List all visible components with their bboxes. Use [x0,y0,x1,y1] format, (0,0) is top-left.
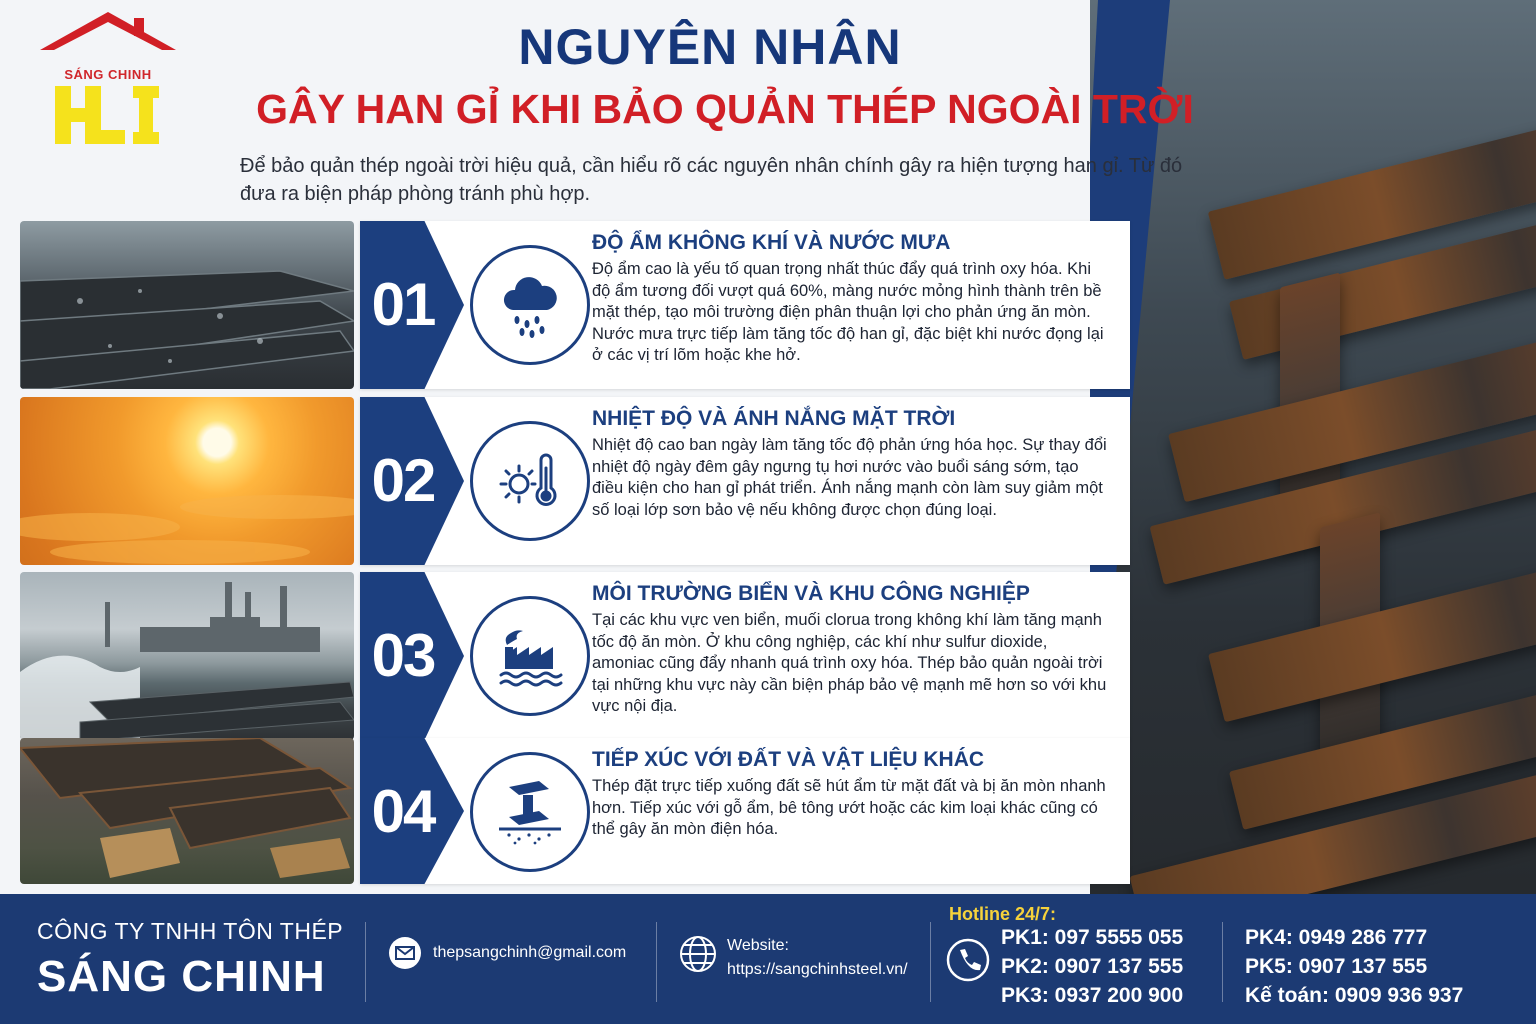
logo-brand-text: SÁNG CHINH [64,67,152,82]
logo-mark-icon [53,82,163,146]
footer [0,894,1536,1024]
cause-4-number: 04 [371,778,435,845]
footer-divider [1222,922,1223,1002]
website-label: Website: [727,937,789,954]
cause-2-title: NHIỆT ĐỘ VÀ ÁNH NẮNG MẶT TRỜI [592,407,956,430]
cause-2-number: 02 [371,447,435,514]
cause-row-4 [0,738,1536,884]
company-logo [38,10,178,145]
cause-4-text: Thép đặt trực tiếp xuống đất sẽ hút ẩm từ mặt đất và bị ăn mòn nhanh hơn. Tiếp xúc với gỗ ẩm, bê tông ướt hoặc các kim loại khác cũng có thể gây ăn mòn điện hóa. [592,777,1106,838]
phone-pk2[interactable]: PK2: 0907 137 555 [1001,955,1184,978]
email-icon [388,936,422,970]
cause-row-2 [0,397,1536,565]
sun-thermometer-icon [470,421,590,541]
phone-pk3[interactable]: PK3: 0937 200 900 [1001,984,1184,1007]
intro-text: Để bảo quản thép ngoài trời hiệu quả, cần hiểu rõ các nguyên nhân chính gây ra hiện tượng han gỉ. Từ đó đưa ra biện pháp phòng tránh phù hợp. [240,155,1183,205]
company-name-line2: SÁNG CHINH [37,952,326,1001]
factory-water-icon [470,596,590,716]
cause-2-photo [20,397,354,565]
rain-cloud-icon [470,245,590,365]
phone-icon [946,938,990,982]
footer-divider [656,922,657,1002]
phone-pk4[interactable]: PK4: 0949 286 777 [1245,926,1428,949]
email-link[interactable]: thepsangchinh@gmail.com [433,944,627,961]
page-title: NGUYÊN NHÂN [518,19,902,75]
house-roof-icon [38,10,178,58]
cause-1-number: 01 [371,271,435,338]
phone-pk1[interactable]: PK1: 097 5555 055 [1001,926,1184,949]
cause-1-title: ĐỘ ẨM KHÔNG KHÍ VÀ NƯỚC MƯA [592,231,951,254]
footer-divider [365,922,366,1002]
cause-row-1 [0,221,1536,389]
cause-3-text: Tại các khu vực ven biển, muối clorua trong không khí làm tăng mạnh tốc độ ăn mòn. Ở khu công nghiệp, các khí như sulfur dioxide, amoniac cũng đẩy nhanh quá trình oxy hóa. Thép bảo quản ngoài trời tại những khu vực này cần biện pháp bảo vệ mạnh mẽ hơn so với khu vực nội địa. [592,611,1107,715]
cause-2-text: Nhiệt độ cao ban ngày làm tăng tốc độ phản ứng hóa học. Sự thay đổi nhiệt độ ngày đêm gây ngưng tụ hơi nước vào buổi sáng sớm, tạo điều kiện cho han gỉ phát triển. Ánh nắng mạnh còn làm suy giảm một số loại lớp sơn bảo vệ nếu không được chọn đúng loại. [592,436,1107,519]
hotline-label: Hotline 24/7: [949,904,1057,924]
phone-accounting[interactable]: Kế toán: 0909 936 937 [1245,984,1464,1007]
steel-beam-ground-icon [470,752,590,872]
company-name-line1: CÔNG TY TNHH TÔN THÉP [37,918,344,944]
cause-1-text: Độ ẩm cao là yếu tố quan trọng nhất thúc đẩy quá trình oxy hóa. Khi độ ẩm tương đối vượt quá 60%, màng nước mỏng hình thành trên bề mặt thép, tạo môi trường điện phân thuận lợi cho phản ứng ăn mòn. Nước mưa trực tiếp làm tăng tốc độ han gỉ, đặc biệt khi nước đọng lại ở các vị trí lõm hoặc khe hở. [592,260,1104,364]
cause-3-photo [20,572,354,740]
cause-4-title: TIẾP XÚC VỚI ĐẤT VÀ VẬT LIỆU KHÁC [592,748,985,771]
globe-icon [678,934,718,974]
cause-4-photo [20,738,354,884]
cause-row-3 [0,572,1536,740]
cause-3-number: 03 [371,622,435,689]
cause-3-title: MÔI TRƯỜNG BIỂN VÀ KHU CÔNG NGHIỆP [592,582,1030,605]
website-link[interactable]: https://sangchinhsteel.vn/ [727,961,908,978]
page-subtitle: GÂY HAN GỈ KHI BẢO QUẢN THÉP NGOÀI TRỜI [256,86,1194,132]
cause-1-photo [20,221,354,389]
footer-divider [930,922,931,1002]
phone-pk5[interactable]: PK5: 0907 137 555 [1245,955,1428,978]
